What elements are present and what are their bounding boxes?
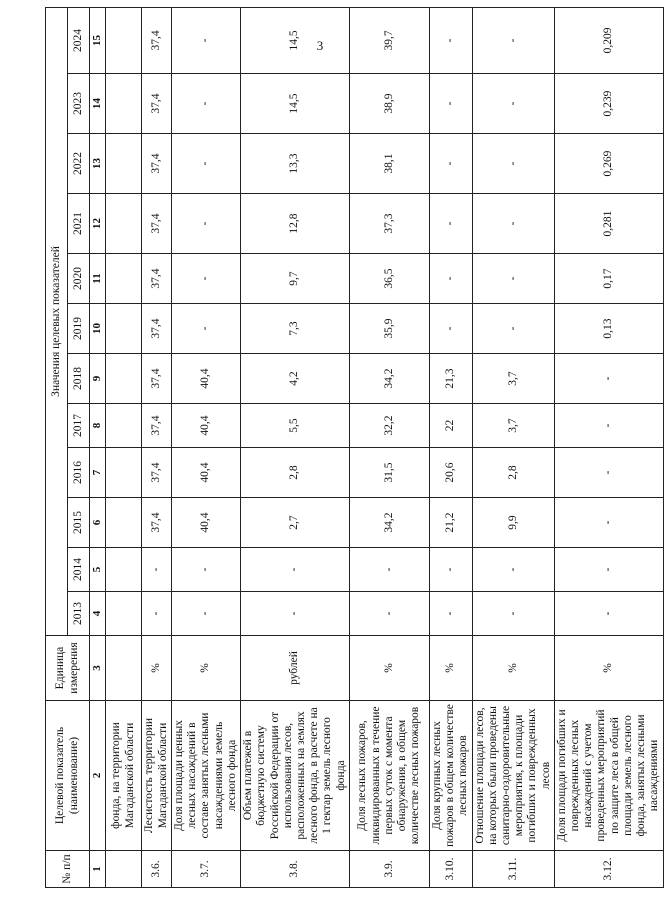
- value-cell: 14,5: [241, 7, 350, 73]
- table-row: [142, 7, 172, 887]
- column-number: 7: [90, 448, 106, 498]
- value-cell: -: [172, 592, 241, 636]
- value-cell: -: [172, 7, 241, 73]
- value-cell: -: [172, 304, 241, 354]
- value-cell: 37,4: [142, 194, 172, 254]
- value-cell: [106, 254, 142, 304]
- value-cell: -: [429, 592, 472, 636]
- row-number: 3.11.: [472, 851, 554, 888]
- unit-cell: %: [429, 636, 472, 701]
- column-number: 2: [90, 701, 106, 851]
- row-number: 3.10.: [429, 851, 472, 888]
- value-cell: -: [554, 548, 663, 592]
- value-cell: 4,2: [241, 354, 350, 404]
- header-year: 2017: [68, 404, 90, 448]
- value-cell: -: [554, 448, 663, 498]
- value-cell: 37,4: [142, 354, 172, 404]
- value-cell: [106, 354, 142, 404]
- indicator-name: фонда, на территории Магаданской области: [106, 701, 142, 851]
- value-cell: 3,7: [472, 404, 554, 448]
- value-cell: [106, 548, 142, 592]
- value-cell: 36,5: [349, 254, 429, 304]
- value-cell: -: [472, 254, 554, 304]
- value-cell: 5,5: [241, 404, 350, 448]
- table-row: [554, 7, 663, 887]
- value-cell: [106, 448, 142, 498]
- value-cell: -: [349, 548, 429, 592]
- column-number: 6: [90, 498, 106, 548]
- header-year: 2022: [68, 134, 90, 194]
- value-cell: -: [172, 74, 241, 134]
- header-year: 2016: [68, 448, 90, 498]
- value-cell: 34,2: [349, 498, 429, 548]
- value-cell: 0,281: [554, 194, 663, 254]
- value-cell: 40,4: [172, 354, 241, 404]
- value-cell: -: [172, 194, 241, 254]
- value-cell: -: [172, 548, 241, 592]
- row-number: 3.8.: [241, 851, 350, 888]
- rotated-table-container: [45, 8, 661, 888]
- indicator-name: Лесистость территории Магаданской области: [142, 701, 172, 851]
- value-cell: 31,5: [349, 448, 429, 498]
- value-cell: 34,2: [349, 354, 429, 404]
- value-cell: -: [429, 304, 472, 354]
- value-cell: 37,4: [142, 7, 172, 73]
- value-cell: 39,7: [349, 7, 429, 73]
- header-year: 2023: [68, 74, 90, 134]
- header-year: 2014: [68, 548, 90, 592]
- header-year: 2024: [68, 7, 90, 73]
- value-cell: -: [554, 498, 663, 548]
- value-cell: 37,4: [142, 254, 172, 304]
- table-row: [429, 7, 472, 887]
- value-cell: 37,4: [142, 304, 172, 354]
- value-cell: -: [429, 254, 472, 304]
- value-cell: -: [554, 404, 663, 448]
- unit-cell: %: [172, 636, 241, 701]
- value-cell: [106, 498, 142, 548]
- value-cell: 37,4: [142, 134, 172, 194]
- column-number: 11: [90, 254, 106, 304]
- column-number: 3: [90, 636, 106, 701]
- column-number: 13: [90, 134, 106, 194]
- value-cell: 0,209: [554, 7, 663, 73]
- header-year: 2021: [68, 194, 90, 254]
- column-number: 4: [90, 592, 106, 636]
- value-cell: 0,17: [554, 254, 663, 304]
- value-cell: -: [472, 194, 554, 254]
- header-year: 2015: [68, 498, 90, 548]
- unit-cell: рублей: [241, 636, 350, 701]
- unit-cell: %: [142, 636, 172, 701]
- value-cell: -: [172, 254, 241, 304]
- value-cell: -: [429, 7, 472, 73]
- value-cell: 35,9: [349, 304, 429, 354]
- table-row: [172, 7, 241, 887]
- indicator-name: Объем платежей в бюджетную систему Российской Федерации от использования лесов, расположенных на землях лесного фонда, в расчете на 1 гектар земель лесного фонда: [241, 701, 350, 851]
- value-cell: 38,1: [349, 134, 429, 194]
- value-cell: [106, 7, 142, 73]
- column-number: 12: [90, 194, 106, 254]
- header-year: 2018: [68, 354, 90, 404]
- value-cell: 2,8: [472, 448, 554, 498]
- header-year: 2020: [68, 254, 90, 304]
- column-number: 8: [90, 404, 106, 448]
- value-cell: -: [472, 7, 554, 73]
- page-number: 3: [316, 38, 324, 53]
- unit-cell: %: [349, 636, 429, 701]
- value-cell: 32,2: [349, 404, 429, 448]
- value-cell: 12,8: [241, 194, 350, 254]
- value-cell: -: [142, 592, 172, 636]
- value-cell: [106, 592, 142, 636]
- header-num: № п/п: [46, 851, 90, 888]
- value-cell: 7,3: [241, 304, 350, 354]
- value-cell: -: [472, 134, 554, 194]
- value-cell: 38,9: [349, 74, 429, 134]
- value-cell: 0,239: [554, 74, 663, 134]
- column-number: 10: [90, 304, 106, 354]
- value-cell: -: [429, 134, 472, 194]
- value-cell: 13,3: [241, 134, 350, 194]
- indicator-name: Отношение площади лесов, на которых были проведены санитарно-оздоровительные мероприятия, к площади погибших и поврежденных лесов: [472, 701, 554, 851]
- value-cell: -: [554, 354, 663, 404]
- value-cell: 0,13: [554, 304, 663, 354]
- value-cell: 37,3: [349, 194, 429, 254]
- indicator-name: Доля лесных пожаров, ликвидированных в течение первых суток с момента обнаружения, в общем количестве лесных пожаров: [349, 701, 429, 851]
- column-number: 14: [90, 74, 106, 134]
- value-cell: 40,4: [172, 498, 241, 548]
- header-year: 2019: [68, 304, 90, 354]
- indicator-name: Доля площади погибших и поврежденных лесных насаждений с учетом проведенных мероприятий по защите леса в общей площади земель лесного фонда, занятых лесными насаждениями: [554, 701, 663, 851]
- column-number: 9: [90, 354, 106, 404]
- table-row: [472, 7, 554, 887]
- row-number: 3.6.: [142, 851, 172, 888]
- row-number: [106, 851, 142, 888]
- value-cell: [106, 134, 142, 194]
- row-number: 3.9.: [349, 851, 429, 888]
- value-cell: -: [429, 548, 472, 592]
- value-cell: -: [172, 134, 241, 194]
- unit-cell: %: [554, 636, 663, 701]
- target-indicators-table: [45, 7, 664, 888]
- value-cell: 2,7: [241, 498, 350, 548]
- value-cell: -: [349, 592, 429, 636]
- value-cell: 37,4: [142, 448, 172, 498]
- value-cell: 37,4: [142, 404, 172, 448]
- table-row: [349, 7, 429, 887]
- value-cell: 0,269: [554, 134, 663, 194]
- value-cell: [106, 404, 142, 448]
- indicator-name: Доля крупных лесных пожаров в общем количестве лесных пожаров: [429, 701, 472, 851]
- header-year: 2013: [68, 592, 90, 636]
- header-indicator: Целевой показатель (наименование): [46, 701, 90, 851]
- indicator-name: Доля площади ценных лесных насаждений в составе занятых лесными насаждениями земель лесного фонда: [172, 701, 241, 851]
- unit-cell: [106, 636, 142, 701]
- value-cell: 9,7: [241, 254, 350, 304]
- table-row: [106, 7, 142, 887]
- value-cell: 20,6: [429, 448, 472, 498]
- value-cell: -: [472, 74, 554, 134]
- value-cell: 40,4: [172, 448, 241, 498]
- value-cell: 21,3: [429, 354, 472, 404]
- value-cell: 37,4: [142, 74, 172, 134]
- value-cell: [106, 74, 142, 134]
- header-unit: Единица измерения: [46, 636, 90, 701]
- value-cell: -: [142, 548, 172, 592]
- column-number: 15: [90, 7, 106, 73]
- value-cell: -: [472, 592, 554, 636]
- value-cell: -: [429, 194, 472, 254]
- value-cell: [106, 304, 142, 354]
- value-cell: [106, 194, 142, 254]
- value-cell: 14,5: [241, 74, 350, 134]
- value-cell: 3,7: [472, 354, 554, 404]
- value-cell: -: [241, 592, 350, 636]
- value-cell: -: [472, 304, 554, 354]
- table-row: [241, 7, 350, 887]
- header-values: Значения целевых показателей: [46, 7, 68, 635]
- row-number: 3.7.: [172, 851, 241, 888]
- value-cell: 22: [429, 404, 472, 448]
- value-cell: -: [472, 548, 554, 592]
- value-cell: 40,4: [172, 404, 241, 448]
- value-cell: 21,2: [429, 498, 472, 548]
- value-cell: -: [241, 548, 350, 592]
- unit-cell: %: [472, 636, 554, 701]
- column-number: 1: [90, 851, 106, 888]
- value-cell: -: [429, 74, 472, 134]
- column-number: 5: [90, 548, 106, 592]
- row-number: 3.12.: [554, 851, 663, 888]
- value-cell: -: [554, 592, 663, 636]
- value-cell: 37,4: [142, 498, 172, 548]
- value-cell: 9,9: [472, 498, 554, 548]
- value-cell: 2,8: [241, 448, 350, 498]
